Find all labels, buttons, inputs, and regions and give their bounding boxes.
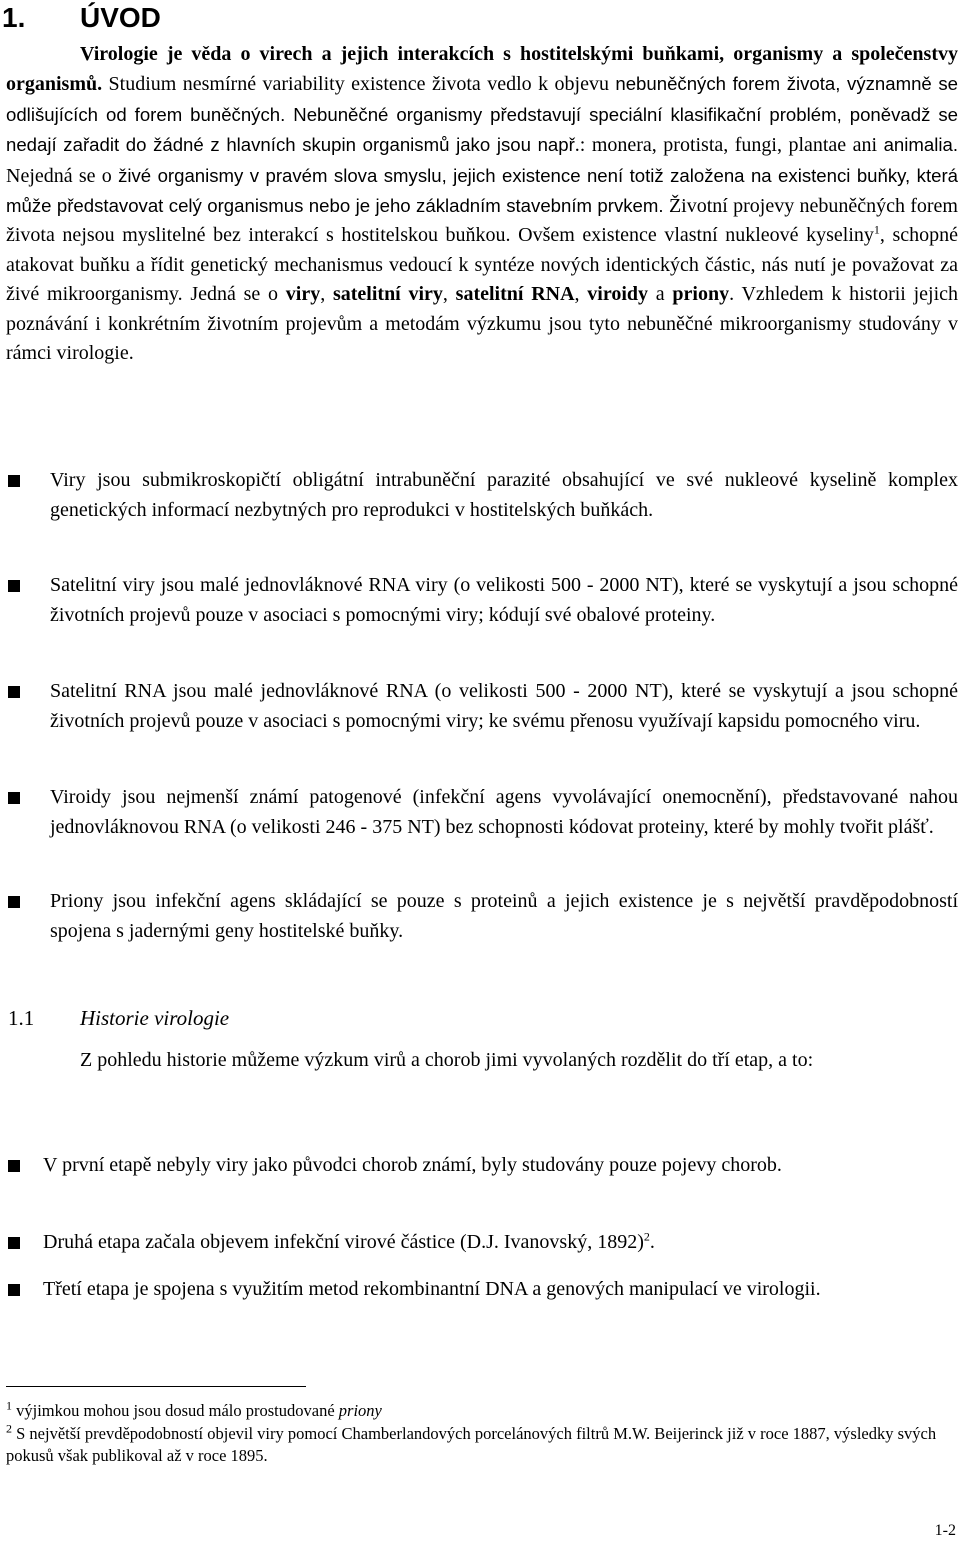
document-page: 1. ÚVOD Virologie je věda o virech a jejich interakcích s hostitelskými buňkami, organismy a společenstvy organismů. Studium nesmírné variability existence života vedlo k objevu nebuněčných forem života, významně se odlišujících od forem buněčných. Nebuněčné organismy představují speciální klasifikační problém, poněvadž se nedají zařadit do žádné z hlavních skupin organismů jako jsou např.: monera, protista, fungi, plantae ani animalia. Nejedná se o živé organismy v pravém slova smyslu, jejich existence není totiž založena na existenci buňky, která může představovat celý organismus nebo je jeho základním stavebním prvkem. Životní projevy nebuněčných forem života nejsou myslitelné bez interakcí s hostitelskou buňkou. Ovšem existence vlastní nukleové kyseliny$^1$, schopné atakovat buňku a řídit genetický mechanismus vedoucí k syntéze nových identických částic, nás nutí je považovat za živé mikroorganismy. Jedná se o viry, satelitní viry, satelitní RNA, viroidy a priony. Vzhledem k historii jejich poznávání i konkrétním životním projevům a metodám výzkumu jsou tyto nebuněčné mikroorganismy studovány v rámci virologie. Viry jsou submikroskopičtí obligátní intrabuněční parazité obsahující ve své nukleové kyselině komplex genetických informací nezbytných pro reprodukci v hostitelských buňkách. Satelitní viry jsou malé jednovláknové RNA viry (o velikosti 500 - 2000 NT), které se vyskytují a jsou schopné životních projevů pouze v asociaci s pomocnými viry; kódují své obalové proteiny. Satelitní RNA jsou malé jednovláknové RNA (o velikosti 500 - 2000 NT), které se vyskytují a jsou schopné životních projevů pouze v asociaci s pomocnými viry; ke svému přenosu využívají kapsidu pomocného viru. Viroidy jsou nejmenší známí patogenové (infekční agens vyvolávající onemocnění), představované nahou jednovláknovou RNA (o velikosti 246 - 375 NT) bez schopnosti kódovat proteiny, které by mohly tvořit plášť. Priony jsou infekční agens skládající se pouze s proteinů a jejich existence je s největší pravděpodobností spojena s jadernými geny hostitelské buňky. 1.1 Historie virologie Z pohledu historie můžeme výzkum virů a chorob jimi vyvolaných rozdělit do tří etap, a to: V první etapě nebyly viry jako původci chorob známí, byly studovány pouze pojevy chorob. Druhá etapa začala objevem infekční virové částice (D.J. Ivanovský, 1892)$^2$. Třetí etapa je spojena s využitím metod rekombinantní DNA a genových manipulací ve virologii. $^1$ výjimkou mohou jsou dosud málo prostudované priony $^2$ S největší prevděpodobností objevil viry pomocí Chamberlandových porcelánových filtrů M.W. Beijerinck již v roce 1887, výsledky svých pokusů však publikoval až v roce 1895. 1-2 bbox=[2, 2, 959, 1539]
term-priony: priony bbox=[672, 283, 730, 306]
bullet-icon bbox=[8, 1284, 20, 1296]
section-heading bbox=[8, 1005, 229, 1031]
term-satelitni-rna: satelitní RNA bbox=[455, 283, 575, 306]
section-intro: Z pohledu historie můžeme výzkum virů a chorob jimi vyvolaných rozdělit do tří etap, a to: bbox=[80, 1049, 814, 1071]
footnote-ref-1: 1 bbox=[873, 222, 880, 237]
bullet-icon bbox=[8, 896, 20, 908]
chapter-heading bbox=[2, 0, 161, 36]
bullet-icon bbox=[8, 475, 20, 487]
term-viry: viry bbox=[285, 283, 321, 306]
footnote-1: $^1$ výjimkou mohou jsou dosud málo prostudované priony bbox=[6, 1398, 382, 1420]
bullet-icon bbox=[8, 1237, 20, 1249]
term-viroidy: viroidy bbox=[587, 283, 649, 306]
bullet-icon bbox=[8, 686, 20, 698]
page-number: 1-2 bbox=[934, 1522, 956, 1539]
bullet-icon bbox=[8, 580, 20, 592]
chapter-title: ÚVOD bbox=[80, 2, 161, 33]
section-title: Historie virologie bbox=[80, 1006, 230, 1030]
chapter-number: 1. bbox=[2, 2, 26, 33]
footnote-2: $^2$ S největší prevděpodobností objevil viry pomocí Chamberlandových porcelánových filtrů M.W. Beijerinck již v roce 1887, výsledky svých pokusů však publikoval až v roce 1895. bbox=[6, 1421, 937, 1465]
section-number: 1.1 bbox=[8, 1006, 35, 1030]
intro-definition: Virologie je věda o virech a jejich interakcích s hostitelskými buňkami, organismy a společenstvy organismů. bbox=[6, 43, 958, 96]
footnote-separator bbox=[6, 1386, 306, 1387]
footnote-ref-2: 2 bbox=[643, 1229, 650, 1244]
term-satelitni-viry: satelitní viry bbox=[332, 283, 443, 306]
bullet-icon bbox=[8, 1160, 20, 1172]
intro-paragraph: Virologie je věda o virech a jejich interakcích s hostitelskými buňkami, organismy a společenstvy organismů. Studium nesmírné variability existence života vedlo k objevu nebuněčných forem života, významně se odlišujících od forem buněčných. Nebuněčné organismy představují speciální klasifikační problém, poněvadž se nedají zařadit do žádné z hlavních skupin organismů jako jsou např.: monera, protista, fungi, plantae ani animalia. Nejedná se o živé organismy v pravém slova smyslu, jejich existence není totiž založena na existenci buňky, která může představovat celý organismus nebo je jeho základním stavebním prvkem. Životní projevy nebuněčných forem života nejsou myslitelné bez interakcí s hostitelskou buňkou. Ovšem existence vlastní nukleové kyseliny$^1$, schopné atakovat buňku a řídit genetický mechanismus vedoucí k syntéze nových identických částic, nás nutí je považovat za živé mikroorganismy. Jedná se o viry, satelitní viry, satelitní RNA, viroidy a priony. Vzhledem k historii jejich poznávání i konkrétním životním projevům a metodám výzkumu jsou tyto nebuněčné mikroorganismy studovány v rámci virologie. bbox=[6, 43, 959, 365]
bullet-icon bbox=[8, 792, 20, 804]
